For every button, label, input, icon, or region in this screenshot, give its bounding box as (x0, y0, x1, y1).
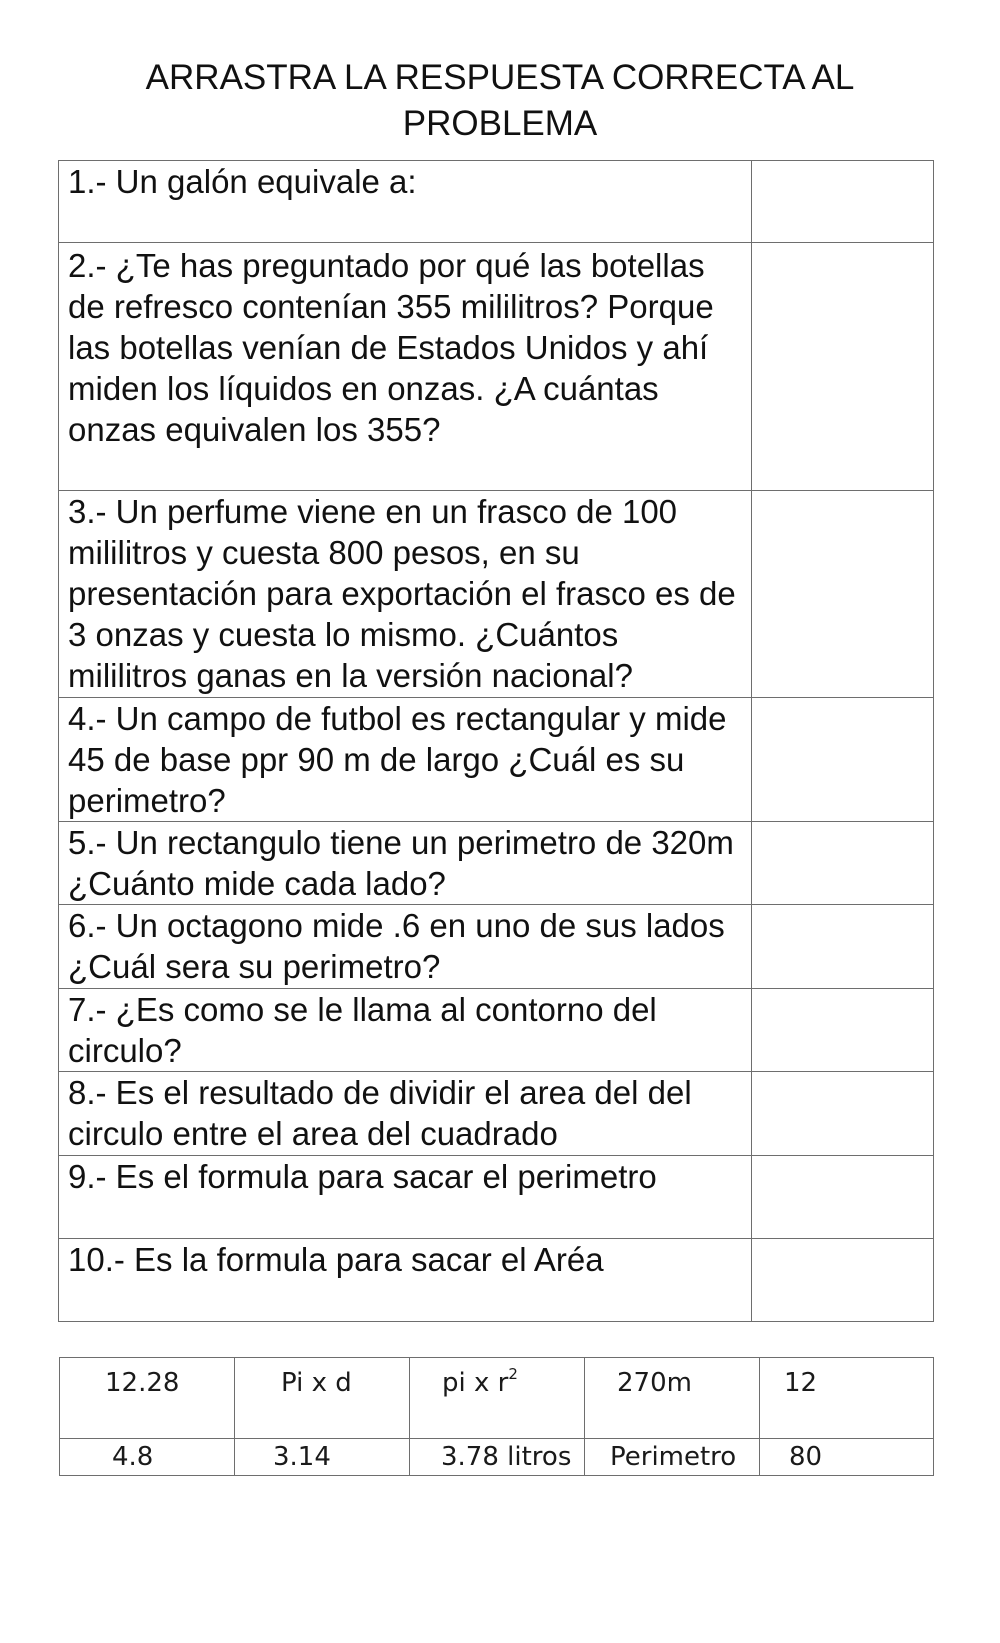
question-cell (59, 161, 752, 243)
answer-cell (585, 1439, 760, 1476)
question-cell (59, 1156, 752, 1239)
title-line-1: ARRASTRA LA RESPUESTA CORRECTA AL (145, 58, 855, 97)
answer-bank-row (60, 1439, 934, 1476)
question-row (59, 1156, 934, 1239)
answer-chip[interactable]: 270m (617, 1368, 692, 1398)
question-text: 3.- Un perfume viene en un frasco de 100 mililitros y cuesta 800 pesos, en su presentación para exportación el frasco es de 3 onzas y cuesta lo mismo. ¿Cuántos mililitros ganas en la versión nacional? (68, 493, 736, 694)
question-row (59, 1072, 934, 1156)
question-cell (59, 1239, 752, 1322)
question-row (59, 491, 934, 698)
answer-chip-text: pi x r (442, 1368, 509, 1398)
answer-cell (235, 1439, 410, 1476)
answer-chip[interactable]: Pi x d (281, 1368, 352, 1398)
answer-drop-slot[interactable] (752, 491, 934, 698)
answer-cell (585, 1358, 760, 1439)
answer-chip[interactable]: 3.78 litros (441, 1442, 572, 1472)
question-text: 8.- Es el resultado de dividir el area del del circulo entre el area del cuadrado (68, 1074, 692, 1152)
answer-drop-slot[interactable] (752, 905, 934, 989)
question-text: 4.- Un campo de futbol es rectangular y mide 45 de base ppr 90 m de largo ¿Cuál es su perimetro? (68, 700, 727, 819)
question-cell (59, 1072, 752, 1156)
worksheet-title (0, 55, 1000, 147)
answer-cell (760, 1358, 934, 1439)
question-row (59, 905, 934, 989)
question-row (59, 1239, 934, 1322)
answer-drop-slot[interactable] (752, 243, 934, 491)
answer-chip[interactable]: 3.14 (273, 1442, 331, 1472)
question-text: 7.- ¿Es como se le llama al contorno del circulo? (68, 991, 657, 1069)
questions-table (58, 160, 934, 1322)
superscript-exponent: 2 (508, 1365, 518, 1383)
answer-chip[interactable]: Perimetro (610, 1442, 737, 1472)
question-row (59, 161, 934, 243)
answer-chip[interactable]: 80 (789, 1442, 823, 1472)
answer-cell (60, 1439, 235, 1476)
answer-drop-slot[interactable] (752, 698, 934, 822)
title-line-2: PROBLEMA (402, 104, 598, 143)
question-text: 1.- Un galón equivale a: (68, 163, 417, 200)
question-cell (59, 989, 752, 1072)
question-row (59, 243, 934, 491)
answer-cell (410, 1439, 585, 1476)
answer-drop-slot[interactable] (752, 822, 934, 905)
answer-drop-slot[interactable] (752, 1072, 934, 1156)
answer-bank-row (60, 1358, 934, 1439)
answer-cell (60, 1358, 235, 1439)
question-cell (59, 822, 752, 905)
question-cell (59, 243, 752, 491)
answer-drop-slot[interactable] (752, 161, 934, 243)
answer-drop-slot[interactable] (752, 1156, 934, 1239)
question-cell (59, 698, 752, 822)
answer-cell (410, 1358, 585, 1439)
answer-chip[interactable]: 4.8 (112, 1442, 154, 1472)
question-row (59, 989, 934, 1072)
question-text: 6.- Un octagono mide .6 en uno de sus lados ¿Cuál sera su perimetro? (68, 907, 725, 985)
answer-chip[interactable]: 12.28 (105, 1368, 180, 1398)
question-cell (59, 491, 752, 698)
question-text: 9.- Es el formula para sacar el perimetro (68, 1158, 657, 1195)
answer-cell (760, 1439, 934, 1476)
question-cell (59, 905, 752, 989)
answer-drop-slot[interactable] (752, 989, 934, 1072)
question-text: 5.- Un rectangulo tiene un perimetro de 320m ¿Cuánto mide cada lado? (68, 824, 734, 902)
answer-cell (235, 1358, 410, 1439)
question-text: 10.- Es la formula para sacar el Aréa (68, 1241, 604, 1278)
answer-drop-slot[interactable] (752, 1239, 934, 1322)
question-text: 2.- ¿Te has preguntado por qué las botellas de refresco contenían 355 mililitros? Porque las botellas venían de Estados Unidos y ahí miden los líquidos en onzas. ¿A cuántas onzas equivalen los 355? (68, 247, 714, 448)
answer-chip[interactable] (410, 1358, 584, 1398)
answer-chip[interactable]: 12 (784, 1368, 818, 1398)
question-row (59, 698, 934, 822)
answer-bank-table (59, 1357, 934, 1476)
question-row (59, 822, 934, 905)
